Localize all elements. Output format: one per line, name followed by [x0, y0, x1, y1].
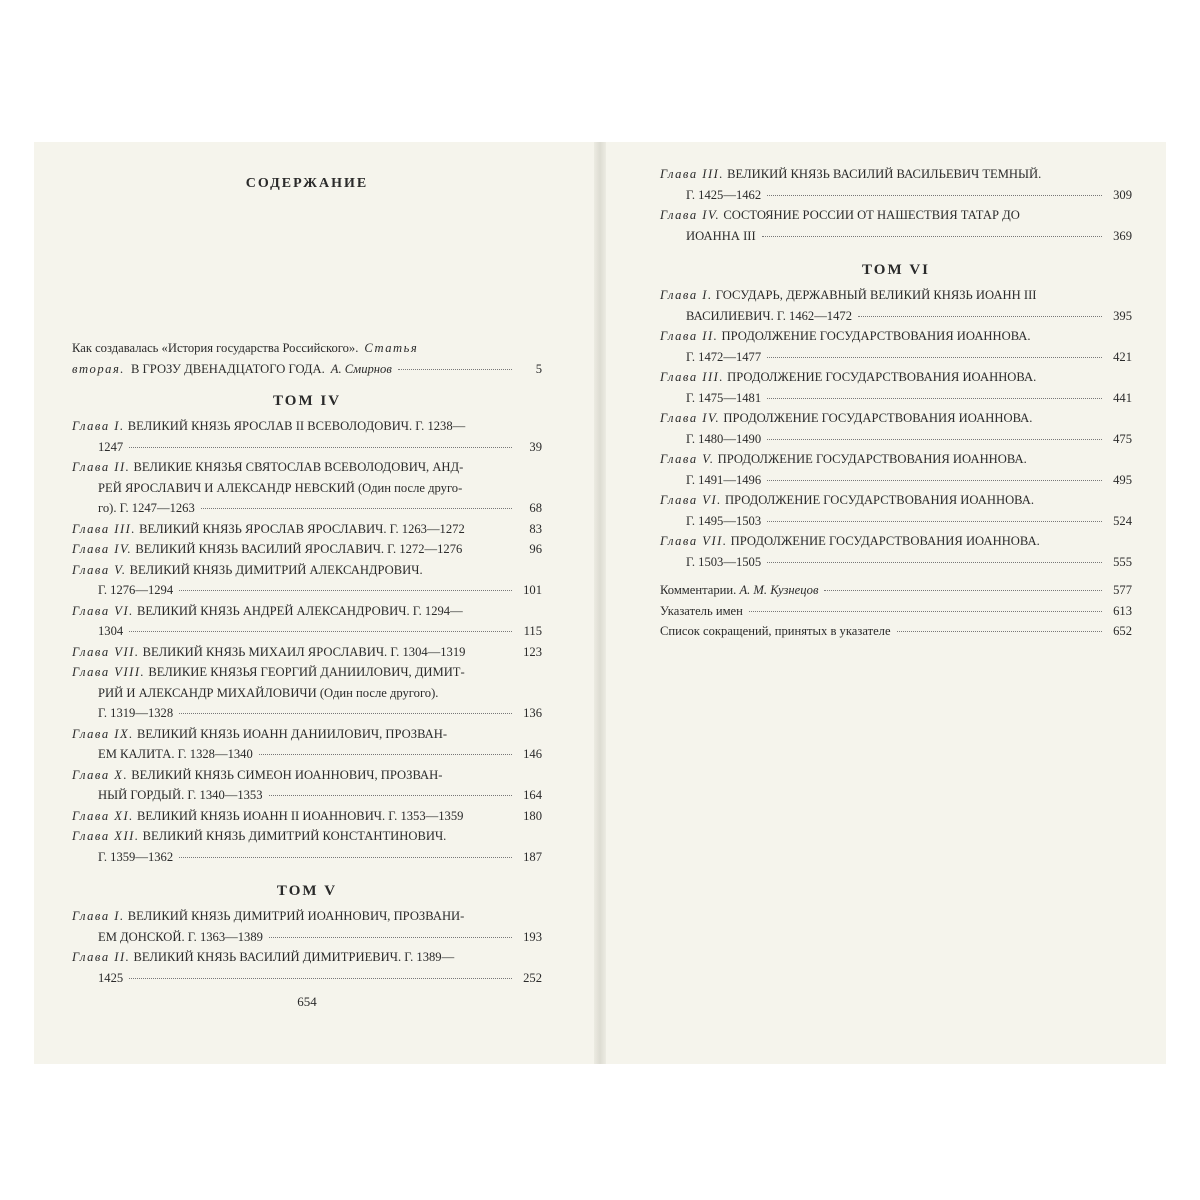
chapter-title: ВЕЛИКИЙ КНЯЗЬ МИХАИЛ ЯРОСЛАВИЧ. Г. 1304—1319 [142, 644, 466, 659]
dot-leader [269, 937, 512, 938]
chapter-title-cont: Г. 1480—1490 [686, 431, 762, 446]
misc-title: Комментарии. [660, 583, 737, 597]
toc-entry[interactable] [660, 531, 1132, 572]
chapter-title: ВЕЛИКИЙ КНЯЗЬ ИОАНН ДАНИИЛОВИЧ, ПРОЗВАН- [136, 726, 448, 741]
dot-leader [129, 631, 512, 632]
page-ref: 555 [1113, 554, 1132, 569]
page-ref: 441 [1113, 390, 1132, 405]
page-title: СОДЕРЖАНИЕ [245, 176, 369, 191]
chapter-title: ВЕЛИКИЙ КНЯЗЬ АНДРЕЙ АЛЕКСАНДРОВИЧ. Г. 1294— [136, 603, 463, 618]
chapter-title: ВЕЛИКИЙ КНЯЗЬ ИОАНН II ИОАННОВИЧ. Г. 1353—1359 [136, 808, 464, 823]
chapter-title-cont: Г. 1475—1481 [686, 390, 762, 405]
intro-spaced-2: вторая. [72, 361, 125, 376]
chapter-title: ПРОДОЛЖЕНИЕ ГОСУДАРСТВОВАНИЯ ИОАННОВА. [717, 452, 1027, 466]
toc-right-block [660, 164, 1132, 642]
chapter-label: Глава II. [660, 329, 719, 343]
chapter-title-cont: Г. 1276—1294 [98, 583, 174, 597]
misc-title: Указатель имен [660, 603, 743, 618]
chapter-title: ВЕЛИКИЕ КНЯЗЬЯ ГЕОРГИЙ ДАНИИЛОВИЧ, ДИМИТ- [148, 665, 465, 679]
dot-leader [767, 398, 1102, 399]
toc-entry[interactable] [660, 449, 1132, 490]
misc-title: Список сокращений, принятых в указателе [660, 624, 891, 638]
page-ref: 613 [1113, 603, 1132, 618]
dot-leader [858, 316, 1102, 317]
dot-leader [762, 236, 1102, 237]
page-ref: 495 [1113, 472, 1132, 487]
page-ref: 187 [523, 849, 542, 864]
chapter-label: Глава V. [660, 452, 715, 466]
page-ref: 39 [529, 439, 542, 454]
chapter-title-cont: РЕЙ ЯРОСЛАВИЧ И АЛЕКСАНДР НЕВСКИЙ (Один после друго- [98, 480, 463, 495]
toc-entry[interactable] [72, 806, 542, 827]
chapter-label: Глава III. [660, 370, 724, 384]
dot-leader [767, 439, 1102, 440]
chapter-title: ВЕЛИКИЙ КНЯЗЬ ДИМИТРИЙ ИОАННОВИЧ, ПРОЗВАНИ- [127, 909, 465, 923]
toc-entry[interactable] [660, 285, 1132, 326]
chapter-title-cont: Г. 1495—1503 [686, 513, 762, 528]
chapter-label: Глава I. [660, 288, 713, 302]
chapter-title-cont: Г. 1472—1477 [686, 349, 762, 364]
toc-entry[interactable] [72, 519, 542, 540]
left-page [72, 142, 542, 1064]
chapter-title: ВЕЛИКИЕ КНЯЗЬЯ СВЯТОСЛАВ ВСЕВОЛОДОВИЧ, АНД- [133, 460, 464, 474]
dot-leader [129, 978, 512, 979]
dot-leader [767, 357, 1102, 358]
volume-heading-6: ТОМ VI [861, 262, 931, 278]
page-ref: 524 [1113, 513, 1132, 528]
chapter-title: ПРОДОЛЖЕНИЕ ГОСУДАРСТВОВАНИЯ ИОАННОВА. [724, 493, 1035, 507]
chapter-title-cont: РИЙ И АЛЕКСАНДР МИХАЙЛОВИЧИ (Один после другого). [98, 685, 439, 700]
dot-leader [767, 521, 1102, 522]
chapter-title: ПРОДОЛЖЕНИЕ ГОСУДАРСТВОВАНИЯ ИОАННОВА. [727, 370, 1037, 384]
chapter-label: Глава VII. [72, 644, 140, 659]
page-ref: 5 [535, 361, 542, 376]
dot-leader [129, 447, 512, 448]
toc-entry[interactable] [72, 416, 542, 457]
toc-entry-name-index[interactable] [660, 601, 1132, 622]
chapter-label: Глава VI. [660, 493, 722, 507]
page-ref: 83 [529, 521, 542, 536]
chapter-title-cont: Г. 1503—1505 [686, 554, 762, 569]
toc-entry[interactable] [72, 826, 542, 867]
dot-leader [179, 857, 512, 858]
page-number: 654 [297, 994, 317, 1009]
right-page [660, 142, 1132, 1064]
page-ref: 180 [523, 808, 542, 823]
book-gutter [594, 142, 606, 1064]
page-ref: 193 [523, 929, 542, 944]
chapter-title-cont: го). Г. 1247—1263 [98, 501, 195, 515]
toc-entry[interactable] [660, 326, 1132, 367]
chapter-label: Глава IV. [660, 411, 721, 425]
page-ref: 68 [529, 501, 542, 515]
chapter-label: Глава IV. [660, 208, 721, 222]
misc-author: А. М. Кузнецов [739, 583, 819, 597]
book-spread [34, 142, 1166, 1064]
page-ref: 136 [523, 706, 542, 720]
chapter-title: ПРОДОЛЖЕНИЕ ГОСУДАРСТВОВАНИЯ ИОАННОВА. [721, 329, 1031, 343]
intro-spaced-1: Статья [364, 341, 419, 355]
chapter-label: Глава II. [72, 950, 131, 964]
toc-entry[interactable] [660, 205, 1132, 246]
chapter-title-cont: Г. 1359—1362 [98, 849, 174, 864]
chapter-label: Глава II. [72, 460, 131, 474]
dot-leader [468, 549, 512, 550]
chapter-label: Глава XII. [72, 829, 140, 843]
toc-entry[interactable] [660, 164, 1132, 205]
volume-heading-4: ТОМ IV [272, 393, 342, 409]
dot-leader [767, 480, 1102, 481]
dot-leader [398, 369, 512, 370]
toc-entry[interactable] [72, 457, 542, 519]
chapter-title: ВЕЛИКИЙ КНЯЗЬ ЯРОСЛАВ ЯРОСЛАВИЧ. Г. 1263—1272 [139, 521, 465, 536]
page-ref: 369 [1113, 228, 1132, 243]
chapter-title: ПРОДОЛЖЕНИЕ ГОСУДАРСТВОВАНИЯ ИОАННОВА. [730, 534, 1040, 548]
toc-entry[interactable] [72, 906, 542, 947]
chapter-label: Глава VI. [72, 603, 134, 618]
toc-entry-intro[interactable] [72, 338, 542, 379]
toc-entry[interactable] [72, 642, 542, 663]
chapter-label: Глава IX. [72, 726, 134, 741]
chapter-title: ВЕЛИКИЙ КНЯЗЬ ВАСИЛИЙ ВАСИЛЬЕВИЧ ТЕМНЫЙ. [727, 167, 1042, 181]
page-ref: 395 [1113, 308, 1132, 323]
page-ref: 309 [1113, 187, 1132, 202]
dot-leader [269, 795, 512, 796]
toc-entry[interactable] [72, 560, 542, 601]
chapter-title: ВЕЛИКИЙ КНЯЗЬ ДИМИТРИЙ КОНСТАНТИНОВИЧ. [142, 829, 447, 843]
dot-leader [259, 754, 512, 755]
toc-left-block [72, 338, 542, 988]
dot-leader [767, 195, 1102, 196]
page-ref: 652 [1113, 624, 1132, 638]
dot-leader [179, 713, 512, 714]
chapter-label: Глава VII. [660, 534, 728, 548]
toc-entry[interactable] [72, 947, 542, 988]
chapter-title-cont: Г. 1491—1496 [686, 472, 762, 487]
page-ref: 115 [523, 624, 542, 638]
toc-entry[interactable] [72, 601, 542, 642]
dot-leader [469, 816, 512, 817]
page-ref: 475 [1113, 431, 1132, 446]
chapter-title: ВЕЛИКИЙ КНЯЗЬ ВАСИЛИЙ ДИМИТРИЕВИЧ. Г. 1389— [133, 950, 455, 964]
toc-entry[interactable] [72, 662, 542, 724]
toc-entry[interactable] [72, 539, 542, 560]
intro-author: А. Смирнов [330, 361, 392, 376]
page-ref: 577 [1113, 583, 1132, 597]
dot-leader [824, 590, 1102, 591]
chapter-title: ВЕЛИКИЙ КНЯЗЬ ВАСИЛИЙ ЯРОСЛАВИЧ. Г. 1272—1276 [135, 542, 463, 556]
chapter-title-cont: ИОАННА III [686, 228, 756, 243]
page-ref: 146 [523, 747, 542, 761]
toc-entry-comments[interactable] [660, 580, 1132, 601]
dot-leader [749, 611, 1102, 612]
page-ref: 101 [523, 583, 542, 597]
dot-leader [767, 562, 1102, 563]
chapter-label: Глава III. [72, 521, 136, 536]
page-ref: 421 [1113, 349, 1132, 364]
toc-entry-abbreviations[interactable] [660, 621, 1132, 642]
page-ref: 164 [523, 788, 542, 802]
chapter-title-cont: ВАСИЛИЕВИЧ. Г. 1462—1472 [686, 308, 852, 323]
chapter-title: ГОСУДАРЬ, ДЕРЖАВНЫЙ ВЕЛИКИЙ КНЯЗЬ ИОАНН III [715, 288, 1037, 302]
page-ref: 123 [523, 644, 542, 659]
chapter-title: ВЕЛИКИЙ КНЯЗЬ ДИМИТРИЙ АЛЕКСАНДРОВИЧ. [129, 562, 423, 577]
chapter-label: Глава VIII. [72, 665, 146, 679]
page-ref: 96 [529, 542, 542, 556]
chapter-label: Глава III. [660, 167, 724, 181]
chapter-title-cont: НЫЙ ГОРДЫЙ. Г. 1340—1353 [98, 788, 263, 802]
chapter-label: Глава I. [72, 419, 125, 433]
chapter-title-cont: ЕМ ДОНСКОЙ. Г. 1363—1389 [98, 929, 263, 944]
chapter-title-cont: 1304 [98, 624, 124, 638]
chapter-label: Глава X. [72, 767, 129, 782]
dot-leader [471, 652, 512, 653]
chapter-title-cont: Г. 1319—1328 [98, 706, 174, 720]
chapter-title-cont: 1425 [98, 970, 124, 985]
volume-heading-5: ТОМ V [276, 883, 338, 899]
dot-leader [201, 508, 512, 509]
toc-entry[interactable] [660, 367, 1132, 408]
dot-leader [179, 590, 512, 591]
toc-entry[interactable] [72, 765, 542, 806]
chapter-title-cont: Г. 1425—1462 [686, 187, 762, 202]
chapter-label: Глава I. [72, 909, 125, 923]
chapter-title-cont: ЕМ КАЛИТА. Г. 1328—1340 [98, 747, 253, 761]
page-ref: 252 [523, 970, 542, 985]
chapter-label: Глава IV. [72, 542, 133, 556]
toc-entry[interactable] [660, 490, 1132, 531]
chapter-label: Глава XI. [72, 808, 134, 823]
toc-entry[interactable] [660, 408, 1132, 449]
chapter-title-cont: 1247 [98, 439, 124, 454]
intro-line-1: Как создавалась «История государства Российского». [72, 341, 359, 355]
dot-leader [471, 529, 512, 530]
chapter-title: ПРОДОЛЖЕНИЕ ГОСУДАРСТВОВАНИЯ ИОАННОВА. [723, 411, 1033, 425]
chapter-label: Глава V. [72, 562, 127, 577]
toc-entry[interactable] [72, 724, 542, 765]
dot-leader [897, 631, 1102, 632]
chapter-title: ВЕЛИКИЙ КНЯЗЬ ЯРОСЛАВ II ВСЕВОЛОДОВИЧ. Г. 1238— [127, 419, 466, 433]
chapter-title: СОСТОЯНИЕ РОССИИ ОТ НАШЕСТВИЯ ТАТАР ДО [723, 208, 1020, 222]
intro-line-2: В ГРОЗУ ДВЕНАДЦАТОГО ГОДА. [130, 361, 325, 376]
chapter-title: ВЕЛИКИЙ КНЯЗЬ СИМЕОН ИОАННОВИЧ, ПРОЗВАН- [131, 767, 443, 782]
